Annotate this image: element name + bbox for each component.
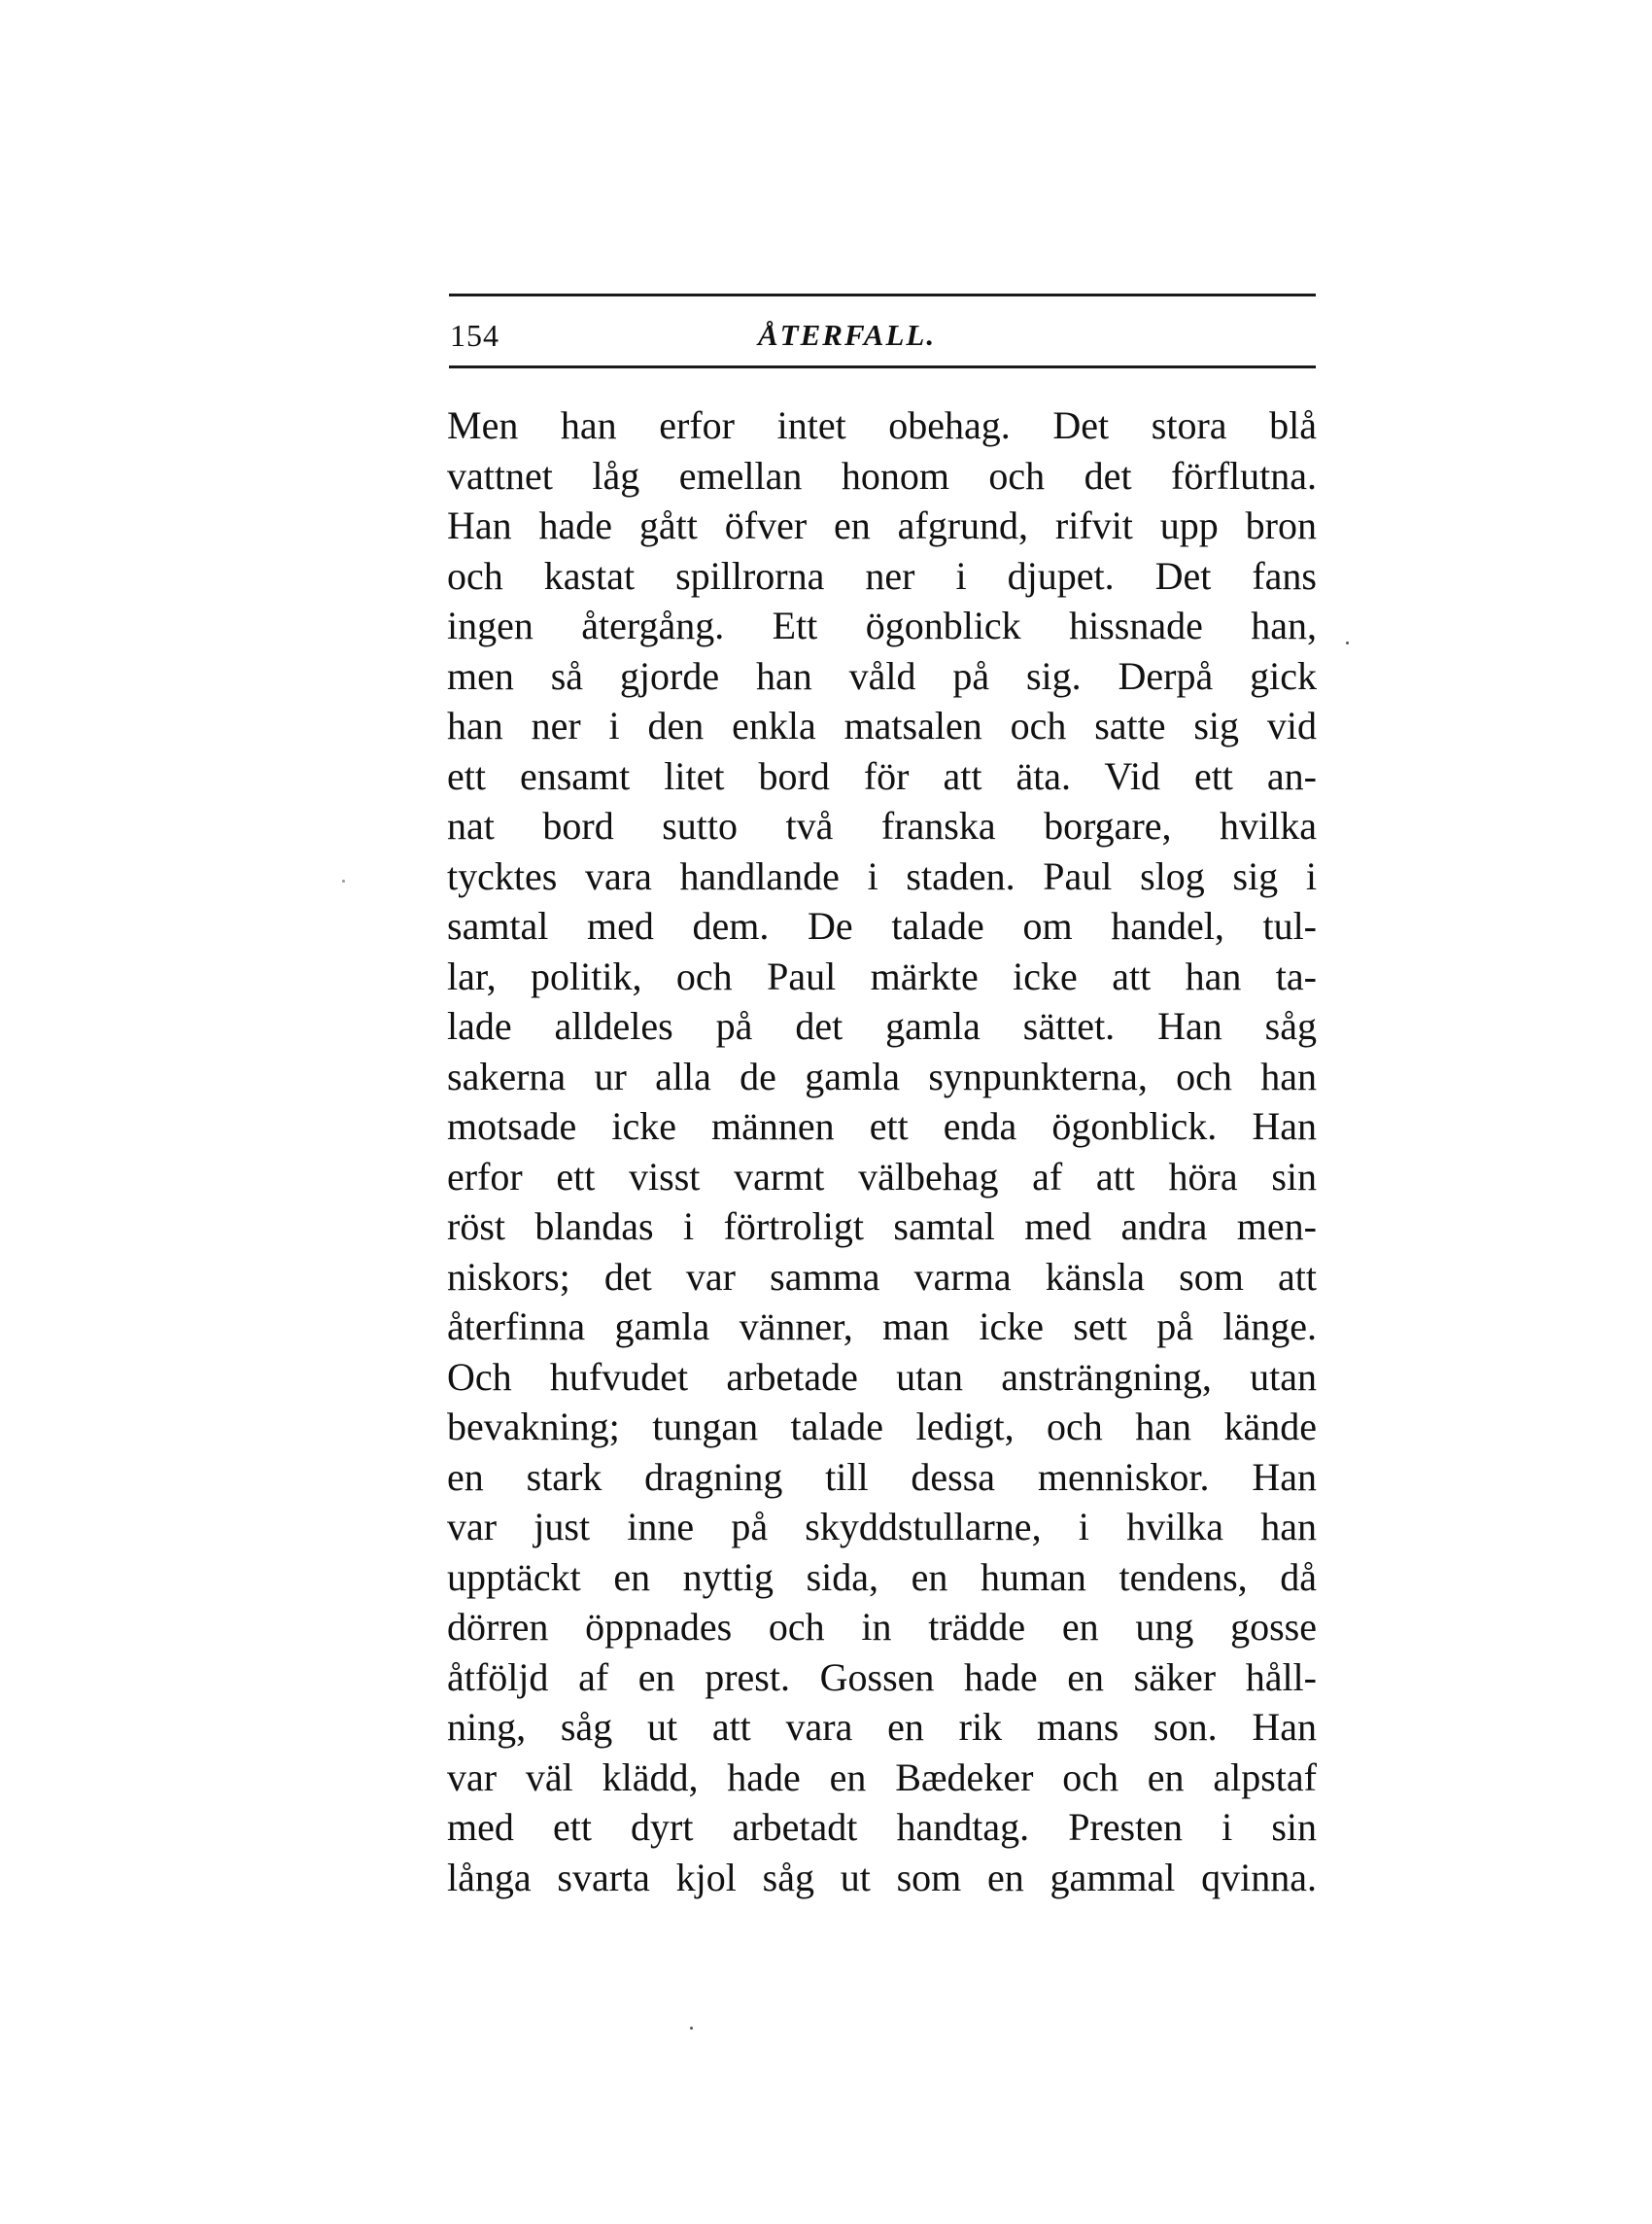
running-title: ÅTERFALL. <box>758 318 937 352</box>
text-line: motsade icke männen ett enda ögonblick. Han <box>447 1104 1317 1148</box>
text-line: långa svarta kjol såg ut som en gammal qvinna. <box>447 1855 1317 1899</box>
text-line: med ett dyrt arbetadt handtag. Presten i sin <box>447 1805 1317 1849</box>
page-number: 154 <box>450 318 499 353</box>
text-line: ning, såg ut att vara en rik mans son. Han <box>447 1705 1317 1749</box>
text-line: Han hade gått öfver en afgrund, rifvit upp bron <box>447 504 1317 547</box>
text-line: Och hufvudet arbetade utan ansträngning, utan <box>447 1354 1317 1399</box>
text-line: var just inne på skyddstullarne, i hvilka han <box>447 1505 1317 1548</box>
text-line: återfinna gamla vänner, man icke sett på länge. <box>447 1304 1317 1348</box>
header-rule-top <box>449 294 1316 296</box>
text-line: bevakning; tungan talade ledigt, och han kände <box>447 1405 1317 1448</box>
text-line: upptäckt en nyttig sida, en human tendens, då <box>447 1554 1317 1599</box>
text-line: men så gjorde han våld på sig. Derpå gick <box>447 653 1317 698</box>
text-line: han ner i den enkla matsalen och satte sig vid <box>447 704 1317 747</box>
text-line: en stark dragning till dessa menniskor. Han <box>447 1454 1317 1499</box>
text-line: tycktes vara handlande i staden. Paul slog sig i <box>447 853 1317 898</box>
text-line: röst blandas i förtroligt samtal med andra men- <box>447 1204 1317 1248</box>
text-line: Men han erfor intet obehag. Det stora blå <box>447 403 1317 447</box>
print-speck <box>690 2027 693 2030</box>
text-line: lade alldeles på det gamla sättet. Han såg <box>447 1004 1317 1048</box>
header-rule-bottom <box>449 365 1316 368</box>
text-line: niskors; det var samma varma känsla som att <box>447 1254 1317 1299</box>
text-line: lar, politik, och Paul märkte icke att han ta- <box>447 954 1317 998</box>
text-line: var väl klädd, hade en Bædeker och en alpstaf <box>447 1755 1317 1799</box>
text-line: samtal med dem. De talade om handel, tul- <box>447 904 1317 948</box>
text-line: dörren öppnades och in trädde en ung gosse <box>447 1605 1317 1649</box>
text-line: erfor ett visst varmt välbehag af att höra sin <box>447 1154 1317 1199</box>
text-line: åtföljd af en prest. Gossen hade en säker håll- <box>447 1654 1317 1699</box>
text-line: ett ensamt litet bord för att äta. Vid ett an- <box>447 753 1317 798</box>
text-line: sakerna ur alla de gamla synpunkterna, och han <box>447 1054 1317 1098</box>
text-line: nat bord sutto två franska borgare, hvilka <box>447 804 1317 848</box>
text-line: ingen återgång. Ett ögonblick hissnade han, <box>447 604 1317 647</box>
body-text <box>447 400 1317 1902</box>
text-line: och kastat spillrorna ner i djupet. Det fans <box>447 553 1317 598</box>
print-speck <box>342 880 345 883</box>
text-line: vattnet låg emellan honom och det förflutna. <box>447 453 1317 498</box>
print-speck <box>1346 642 1349 644</box>
